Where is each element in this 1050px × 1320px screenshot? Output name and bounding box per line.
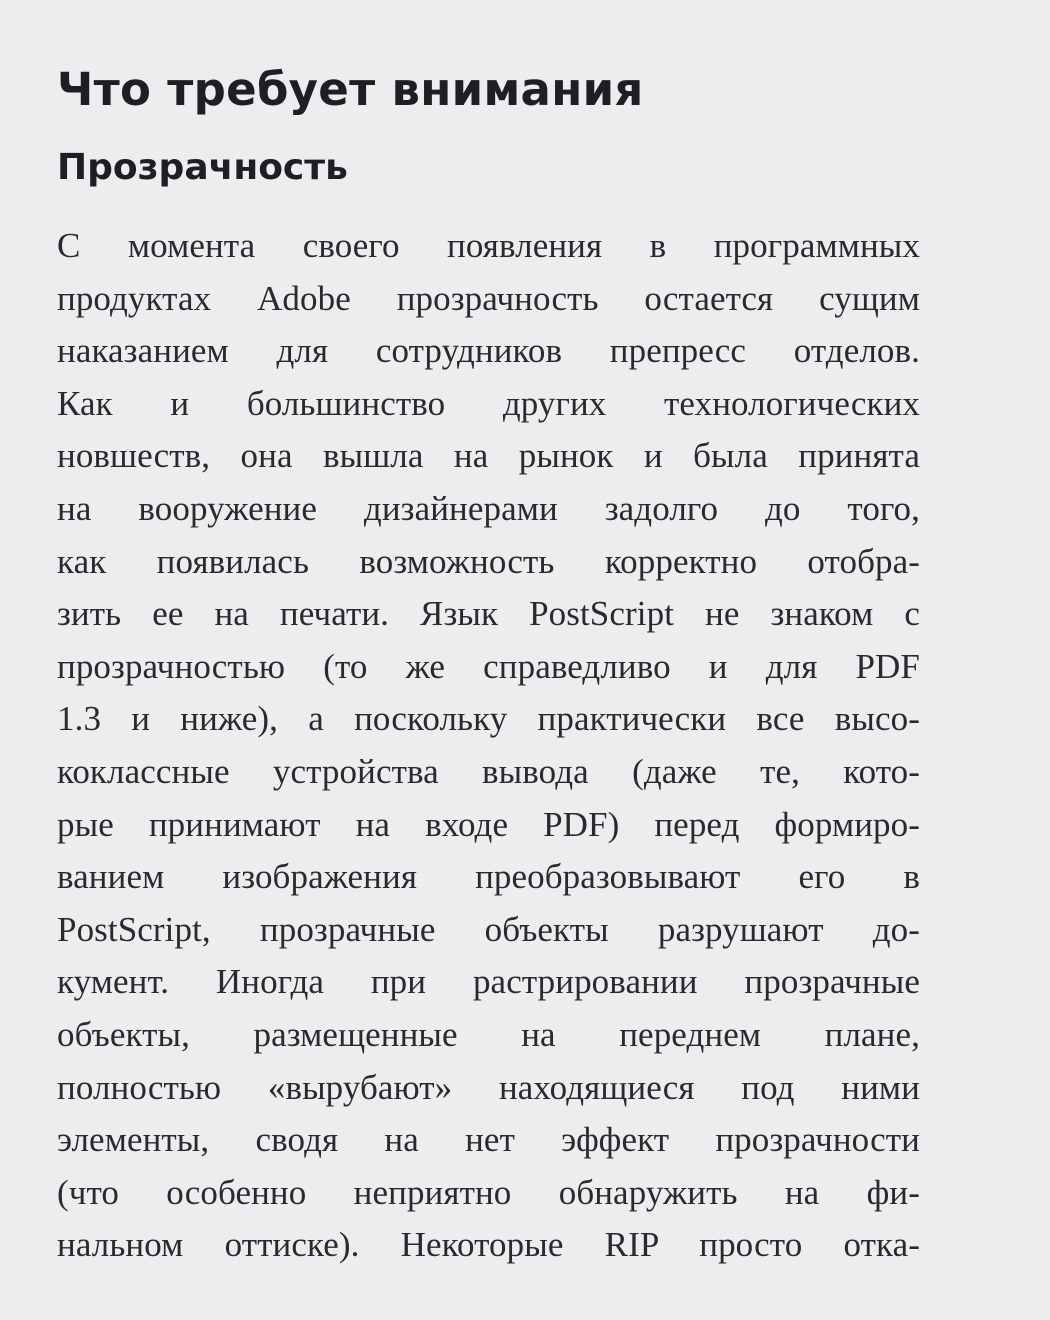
body-paragraph <box>57 220 920 1272</box>
text-line: продуктах Adobe прозрачность остается сущим <box>57 278 920 318</box>
text-line: рые принимают на входе PDF) перед формиро- <box>57 804 920 844</box>
text-line: ванием изображения преобразовывают его в <box>57 857 920 897</box>
text-line: 1.3 и ниже), а поскольку практически все высо- <box>57 699 920 739</box>
text-line: полностью «вырубают» находящиеся под ними <box>57 1067 920 1107</box>
text-line: кумент. Иногда при растрировании прозрачные <box>57 962 920 1002</box>
text-line: нальном оттиске). Некоторые RIP просто отка- <box>57 1225 920 1265</box>
text-line: коклассные устройства вывода (даже те, кото- <box>57 751 920 791</box>
text-line: Как и большинство других технологических <box>57 383 920 423</box>
text-line: С момента своего появления в программных <box>57 226 920 265</box>
text-line: (что особенно неприятно обнаружить на фи- <box>57 1172 920 1212</box>
text-line: PostScript, прозрачные объекты разрушают до- <box>57 909 920 949</box>
text-line: новшеств, она вышла на рынок и была принята <box>57 436 920 476</box>
subsection-title: Прозрачность <box>57 147 348 188</box>
text-line: как появилась возможность корректно отобра- <box>57 541 920 581</box>
text-line: на вооружение дизайнерами задолго до того, <box>57 488 920 528</box>
text-line: зить ее на печати. Язык PostScript не знаком с <box>57 594 920 634</box>
text-line: наказанием для сотрудников препресс отделов. <box>57 331 920 371</box>
section-title: Что требует внимания <box>57 63 644 116</box>
text-line: элементы, сводя на нет эффект прозрачности <box>57 1120 920 1160</box>
text-line: объекты, размещенные на переднем плане, <box>57 1014 920 1054</box>
text-line: прозрачностью (то же справедливо и для PDF <box>57 646 920 686</box>
